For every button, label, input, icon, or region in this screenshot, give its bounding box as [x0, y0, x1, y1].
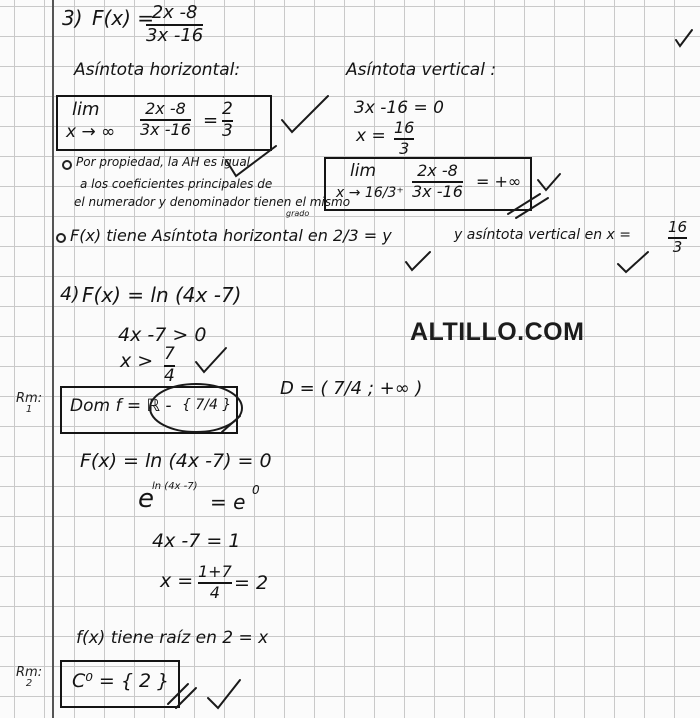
strike-mark-icon	[168, 684, 188, 704]
root-equation-2-rhs: = e	[210, 490, 246, 514]
problem-3-function-lhs: F(x) =	[92, 6, 155, 30]
problem-4-number: 4)	[60, 283, 80, 305]
check-mark-icon	[196, 348, 226, 372]
check-mark-icon	[406, 252, 430, 270]
check-mark-icon	[618, 252, 648, 272]
fraction-numerator: 2x -8	[145, 99, 186, 118]
fraction-denominator: 4	[209, 582, 220, 602]
limit-equals-sign: =	[203, 110, 219, 131]
root-equation-4-result: = 2	[234, 572, 269, 594]
fraction-numerator: 2x -8	[151, 2, 198, 23]
fraction-denominator: 3x -16	[412, 181, 463, 201]
root-answer-set: C⁰ = { 2 }	[72, 670, 170, 692]
fraction-denominator: 3	[672, 237, 683, 256]
root-conclusion: f(x) tiene raíz en 2 = x	[76, 628, 269, 648]
root-equation-3: 4x -7 = 1	[152, 530, 241, 552]
fraction-numerator: 7	[164, 344, 175, 364]
check-mark-icon	[538, 174, 560, 190]
problem-3-number: 3)	[62, 6, 83, 30]
domain-answer-set: { 7/4 }	[182, 397, 232, 413]
note-line-1: Por propiedad, la AH es igual	[76, 155, 251, 169]
altillo-watermark: ALTILLO.COM	[410, 318, 585, 346]
limit-word: lim	[72, 99, 100, 120]
problem-4-function: F(x) = ln (4x -7)	[82, 283, 242, 307]
check-mark-icon	[282, 96, 328, 132]
check-mark-icon	[208, 680, 240, 708]
domain-inequality-2-lhs: x >	[120, 350, 154, 372]
limit-subscript: x → ∞	[66, 122, 116, 142]
vertical-equation-2-lhs: x =	[356, 126, 386, 146]
rm-label-number: 2	[25, 678, 33, 689]
fraction-numerator: 2	[222, 99, 233, 119]
root-equation-4-lhs: x =	[160, 570, 194, 592]
domain-answer-text: Dom f = ℝ -	[70, 396, 172, 416]
vertical-limit-word: lim	[350, 161, 377, 181]
fraction-numerator: 16	[668, 218, 688, 236]
note-line-3-tail: grado	[286, 209, 310, 218]
check-mark-icon	[676, 30, 692, 46]
fraction-denominator: 3	[222, 120, 233, 141]
domain-interval-note: D = ( 7/4 ; +∞ )	[280, 378, 423, 399]
root-equation-2-rhs-exponent: 0	[252, 483, 260, 497]
conclusion-vertical: y asíntota vertical en x =	[454, 227, 631, 243]
strike-mark-icon	[516, 198, 548, 218]
vertical-limit-result: = +∞	[476, 172, 522, 191]
strike-mark-icon	[508, 194, 540, 214]
fraction-numerator: 2x -8	[417, 161, 458, 180]
note-line-2: a los coeficientes principales de	[80, 177, 273, 191]
conclusion-horizontal: F(x) tiene Asíntota horizontal en 2/3 = y	[70, 226, 392, 245]
fraction-denominator: 4	[164, 365, 175, 386]
fraction-numerator: 16	[394, 118, 415, 137]
domain-inequality-1: 4x -7 > 0	[118, 324, 207, 346]
vertical-limit-subscript: x → 16/3⁺	[336, 185, 404, 201]
root-equation-2-base: e	[138, 484, 154, 514]
root-equation-1: F(x) = ln (4x -7) = 0	[80, 450, 272, 472]
fraction-denominator: 3x -16	[146, 24, 204, 46]
root-equation-2-exponent: ln (4x -7)	[152, 481, 198, 492]
circled-set-icon	[150, 384, 242, 432]
note-line-3: el numerador y denominador tienen el mismo	[74, 195, 351, 209]
strike-mark-icon	[176, 688, 196, 708]
horizontal-asymptote-title: Asíntota horizontal:	[74, 60, 241, 80]
rm-label-text: Rm:	[16, 665, 43, 680]
fraction-denominator: 3x -16	[140, 119, 191, 139]
fraction-numerator: 1+7	[198, 562, 232, 581]
rm-label-text: Rm:	[16, 391, 43, 406]
vertical-equation-1: 3x -16 = 0	[354, 98, 444, 118]
fraction-denominator: 3	[399, 138, 410, 158]
vertical-asymptote-title: Asíntota vertical :	[346, 60, 497, 80]
check-mark-icon	[226, 146, 276, 176]
rm-label-number: 1	[25, 404, 33, 415]
